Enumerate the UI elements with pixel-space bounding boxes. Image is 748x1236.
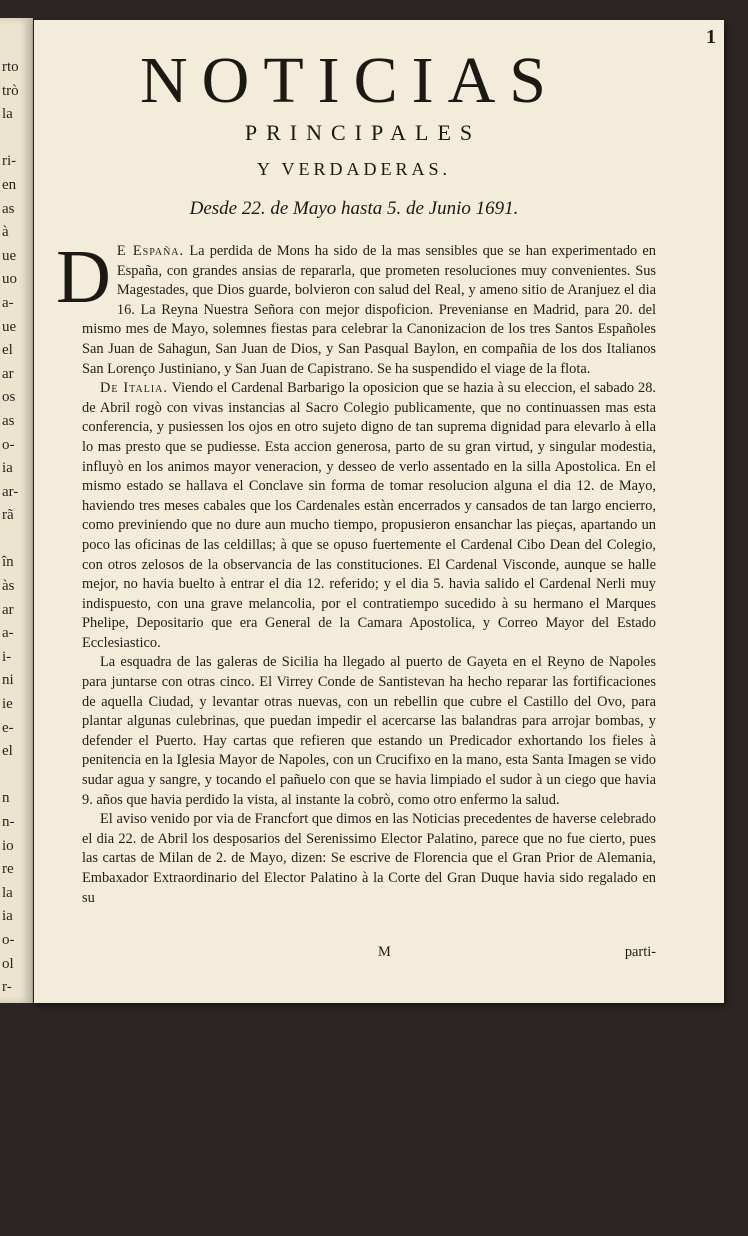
- signature-mark: M: [378, 944, 391, 960]
- section-lead-spain: E España.: [116, 243, 185, 259]
- paragraph-spain: [56, 235, 656, 379]
- document-page: [34, 20, 724, 1003]
- catchword: parti-: [624, 944, 656, 960]
- section-lead-italy: De Italia.: [100, 380, 168, 397]
- masthead-title: NOTICIAS: [140, 44, 560, 117]
- page-number: 1: [706, 26, 716, 48]
- article-body: [56, 235, 656, 908]
- masthead-subtitle: PRINCIPALES: [244, 120, 482, 145]
- paragraph-spain-text: La perdida de Mons ha sido de la mas sensibles que se han experimentado en España, con grandes ansias de repararla, que prometen resoluciones muy convenientes. Sus Magestades, que Dios guarde, bolvieron con salud del Real, y ameno sitio de Aranjuez el dia 16. La Reyna Nuestra Señora con mejor dispoficion. Prevenianse en Madrid, para 20. del mismo mes de Mayo, solemnes fiestas para celebrar la Canonizacion de los tres Santos Españoles San Juan de Sahagun, San Juan de Dios, y San Pasqual Baylon, en compañia de los dos Italianos San Lorenço Justiniano, y San Juan de Capistrano. Se ha suspendido el viage de la flota.: [82, 243, 656, 377]
- drop-cap: D: [56, 235, 111, 319]
- facing-page-edge: [0, 18, 33, 1232]
- paragraph-italy: [82, 379, 656, 653]
- masthead-subtitle-secondary: Y VERDADERAS.: [256, 159, 451, 179]
- dateline: Desde 22. de Mayo hasta 5. de Junio 1691.: [189, 198, 519, 219]
- facing-page-fragments: rto trò la ri- en as à ue uo a- ue el ar os as o- ia ar- rã în às ar a- i- ni ie e- el n n- io re la ia o- ol r- le o. ia il- lo, o os la: [2, 59, 19, 1232]
- paragraph-palatine: El aviso venido por via de Francfort que dimos en las Noticias precedentes de haverse celebrado el dia 22. de Abril los desposarios del Serenissimo Elector Palatino, parece que no fue cierto, pues las cartas de Milan de 2. de Mayo, dizen: Se escrive de Florencia que el Gran Prior de Alemania, Embaxador Extraordinario del Elector Palatino à la Corte del Gran Duque havia sido regalado en su: [82, 811, 656, 906]
- page-footer: [82, 944, 656, 964]
- paragraph-naples: La esquadra de las galeras de Sicilia ha llegado al puerto de Gayeta en el Reyno de Napoles para juntarse con otras cinco. El Virrey Conde de Santistevan ha hecho reparar las fortificaciones de aquella Ciudad, y levantar otras nuevas, con un rebellin que cubre el Castillo del Ovo, para plantar algunas culebrinas, que puedan impedir el acercarse las balandras para arrojar bombas, y defender el Puerto. Hay cartas que refieren que estando un Predicador exhortando los fieles à penitencia en la Iglesia Mayor de Napoles, con un Crucifixo en la mano, esta Santa Imagen se vido sudar agua y sangre, y tocando el pañuelo con que se havia limpiado el sudor à un ciego que havia 9. años que havia perdido la vista, al instante la cobrò, como otro enfermo la salud.: [82, 654, 656, 808]
- paragraph-italy-text: Viendo el Cardenal Barbarigo la oposicion que se hazia à su eleccion, el sabado 28. de Abril rogò con vivas instancias al Sacro Colegio publicamente, que no continuassen mas esta conferencia, y pusiessen los ojos en otro sujeto digno de tan suprema dignidad para elevarlo à ella lo mas presto que se pudiesse. Esta accion generosa, parto de su gran virtud, y singular modestia, influyò en los animos mayor veneracion, y desseo de verlo assentado en la silla Apostolica. En el mismo estado se hallava el Conclave sin forma de tomar resolucion alguna el dia 12. de Mayo, haviendo tres meses cabales que los Cardenales estàn encerrados y cansados de tan largo encierro, como previniendo que no dure aun mucho tiempo, propusieron ensanchar las pieças, apartando un poco las oficinas de las celdillas; à que se opuso fuertemente el Cardenal Cibo Dean del Colegio, con otros zelosos de la observancia de las constituciones. El Cardenal Visconde, aunque se halle mejor, no havia buelto à entrar el dia 12. referido; y el dia 5. havia salido el Cardenal Nerli muy indispuesto, con una grave melancolia, por el contratiempo sucedido à su hermano el Marques Phelipe, Depositario que era General de la Camara Apostolica, y Correo Mayor del Estado Ecclesiastico.: [82, 380, 656, 651]
